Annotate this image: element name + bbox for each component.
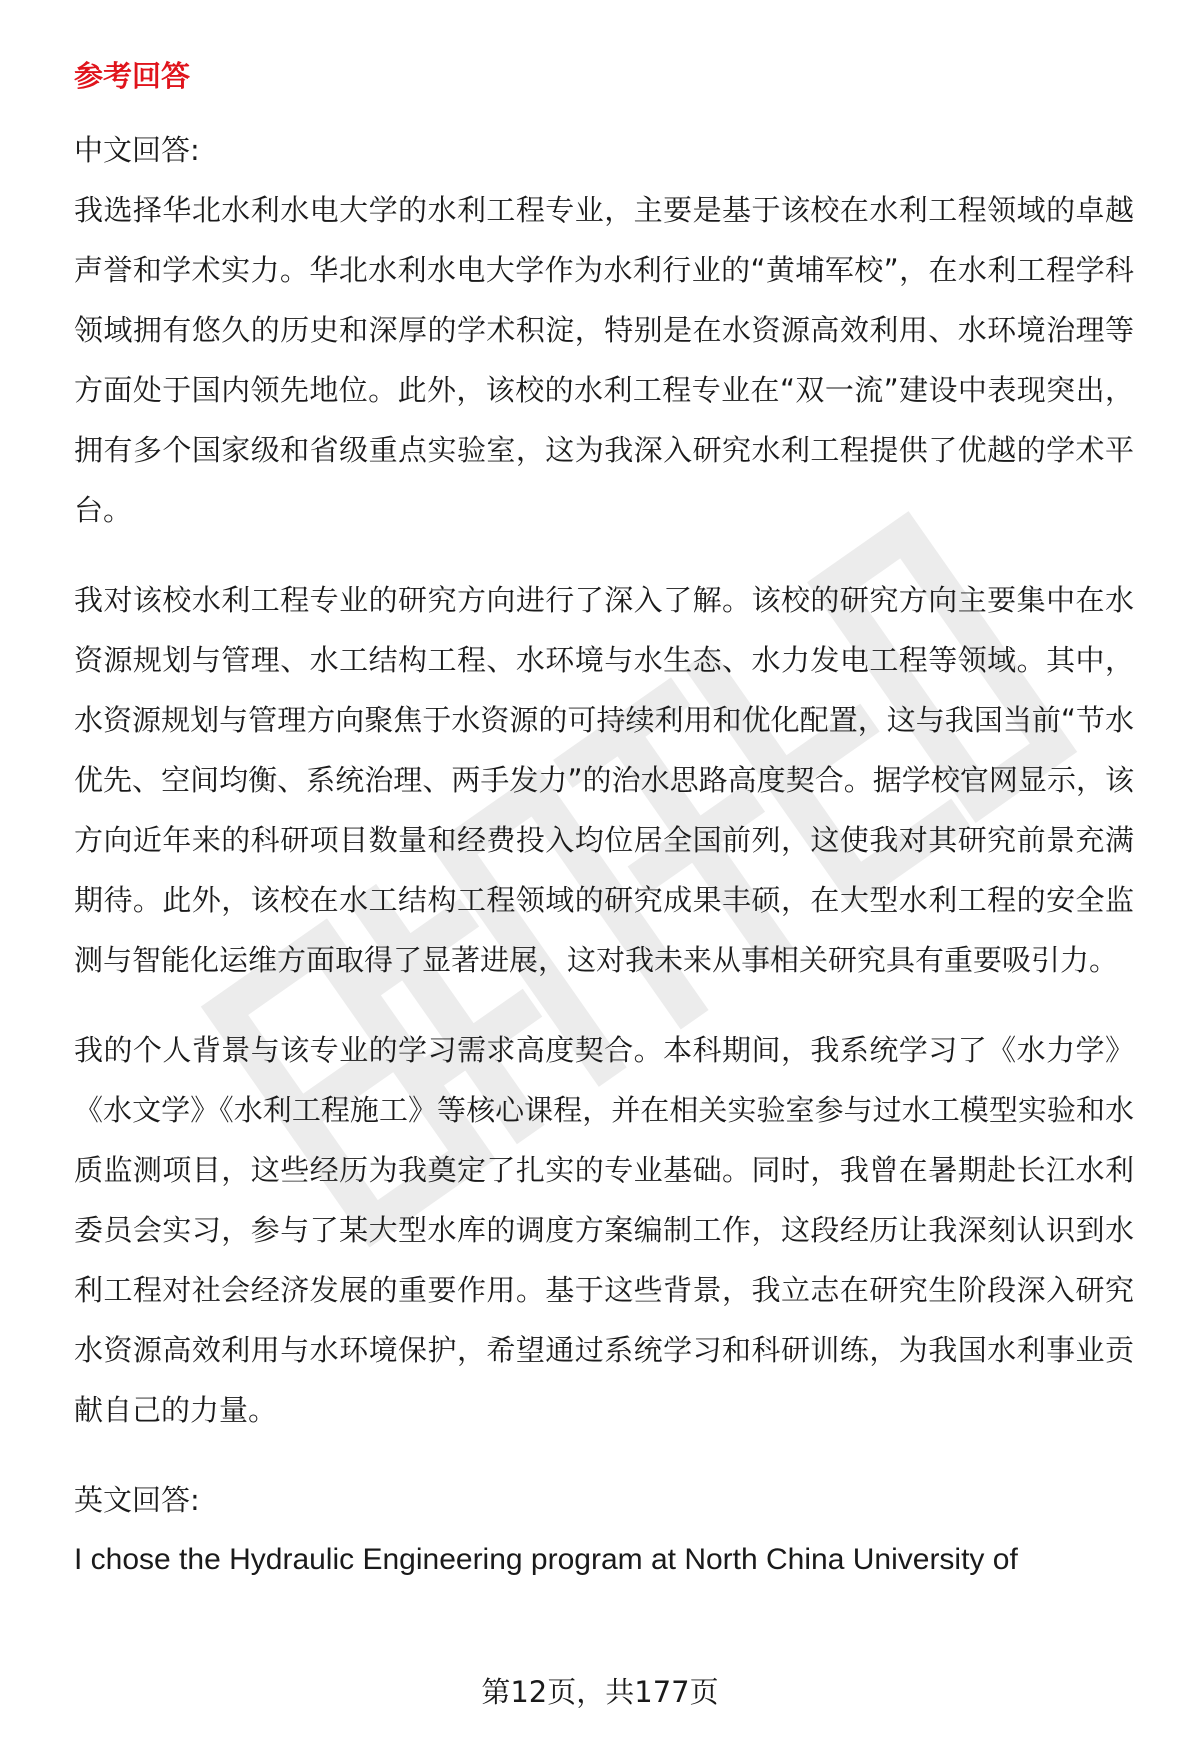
chinese-paragraph-3: 我的个人背景与该专业的学习需求高度契合。本科期间，我系统学习了《水力学》《水文学》《水利工程施工》等核心课程，并在相关实验室参与过水工模型实验和水质监测项目，这些经历为我奠定了扎实的专业基础。同时，我曾在暑期赴长江水利委员会实习，参与了某大型水库的调度方案编制工作，这段经历让我深刻认识到水利工程对社会经济发展的重要作用。基于这些背景，我立志在研究生阶段深入研究水资源高效利用与水环境保护，希望通过系统学习和科研训练，为我国水利事业贡献自己的力量。	[74, 1033, 1134, 1427]
chinese-paragraph-1: 我选择华北水利水电大学的水利工程专业，主要是基于该校在水利工程领域的卓越声誉和学术实力。华北水利水电大学作为水利行业的“黄埔军校”，在水利工程学科领域拥有悠久的历史和深厚的学术积淀，特别是在水资源高效利用、水环境治理等方面处于国内领先地位。此外，该校的水利工程专业在“双一流”建设中表现突出，拥有多个国家级和省级重点实验室，这为我深入研究水利工程提供了优越的学术平台。	[74, 193, 1134, 527]
english-paragraph-start: I chose the Hydraulic Engineering program at North China University of	[74, 1543, 1018, 1576]
answer-content	[74, 54, 1134, 1590]
section-title: 参考回答	[74, 59, 191, 93]
chinese-answer-label: 中文回答:	[74, 133, 200, 167]
english-answer-label: 英文回答:	[74, 1483, 200, 1517]
chinese-paragraph-2: 我对该校水利工程专业的研究方向进行了深入了解。该校的研究方向主要集中在水资源规划与管理、水工结构工程、水环境与水生态、水力发电工程等领域。其中，水资源规划与管理方向聚焦于水资源的可持续利用和优化配置，这与我国当前“节水优先、空间均衡、系统治理、两手发力”的治水思路高度契合。据学校官网显示，该方向近年来的科研项目数量和经费投入均位居全国前列，这使我对其研究前景充满期待。此外，该校在水工结构工程领域的研究成果丰硕，在大型水利工程的安全监测与智能化运维方面取得了显著进展，这对我未来从事相关研究具有重要吸引力。	[74, 583, 1134, 977]
page-number: 第12页，共177页	[481, 1675, 719, 1709]
section-gap	[74, 1440, 1134, 1470]
